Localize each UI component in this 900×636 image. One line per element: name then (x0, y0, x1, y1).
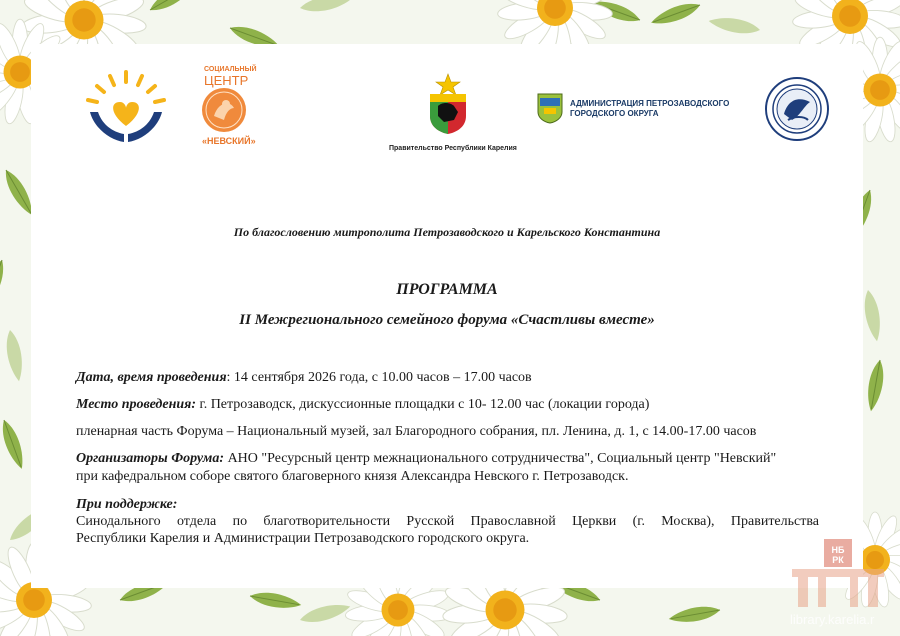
library-watermark-icon (788, 525, 888, 615)
nevsky-center-logo (196, 66, 256, 150)
organizers-line (76, 450, 776, 467)
page-subtitle: II Межрегионального семейного форума «Счастливы вместе» (239, 312, 655, 328)
admin-name-line2: ГОРОДСКОГО ОКРУГА (570, 109, 659, 118)
support-line-2: Республики Карелия и Администрации Петрозаводского городского округа. (76, 531, 530, 546)
nevsky-logo-bottom: «НЕВСКИЙ» (202, 136, 256, 146)
admin-name (570, 99, 729, 119)
page-title: ПРОГРАММА (396, 281, 498, 298)
organizers-label: Организаторы Форума: (76, 451, 225, 466)
karelia-caption: Правительство Республики Карелия (389, 145, 517, 152)
support-label: При поддержке: (76, 497, 178, 512)
place-value: г. Петрозаводск, дискуссионные площадки с 10- 12.00 час (локации города) (196, 397, 650, 412)
date-line (76, 369, 532, 386)
admin-name-line1: АДМИНИСТРАЦИЯ ПЕТРОЗАВОДСКОГО (570, 99, 730, 108)
support-line-1: Синодального отдела по благотворительности Русской Православной Церкви (г. Москва), Правительства (76, 514, 819, 529)
library-url: library.karelia.r (790, 612, 875, 627)
plenary-line: пленарная часть Форума – Национальный музей, зал Благородного собрания, пл. Ленина, д. 1, с 14.00-17.00 часов (76, 424, 757, 439)
place-label: Место проведения: (76, 397, 197, 412)
organizers-line-2: при кафедральном соборе святого благоверного князя Александра Невского г. Петрозаводск. (76, 469, 629, 484)
blessing-line: По благословению митрополита Петрозаводского и Карельского Константина (233, 225, 661, 239)
nevsky-logo-middle: ЦЕНТР (204, 73, 249, 88)
resource-center-logo (80, 68, 172, 148)
karelia-coat-of-arms-icon (424, 72, 472, 136)
nevsky-emblem-icon (200, 86, 248, 134)
date-value: : 14 сентября 2026 года, с 10.00 часов – 17.00 часов (226, 370, 532, 385)
place-line (76, 396, 649, 413)
date-label: Дата, время проведения (76, 370, 227, 385)
nevsky-logo-top: СОЦИАЛЬНЫЙ (204, 66, 257, 73)
round-seal-icon (764, 76, 830, 142)
library-badge: НБ РК (831, 545, 845, 565)
petrozavodsk-coat-of-arms-icon (536, 92, 564, 124)
organizers-value: АНО "Ресурсный центр межнационального сотрудничества", Социальный центр "Невский" (224, 451, 777, 466)
